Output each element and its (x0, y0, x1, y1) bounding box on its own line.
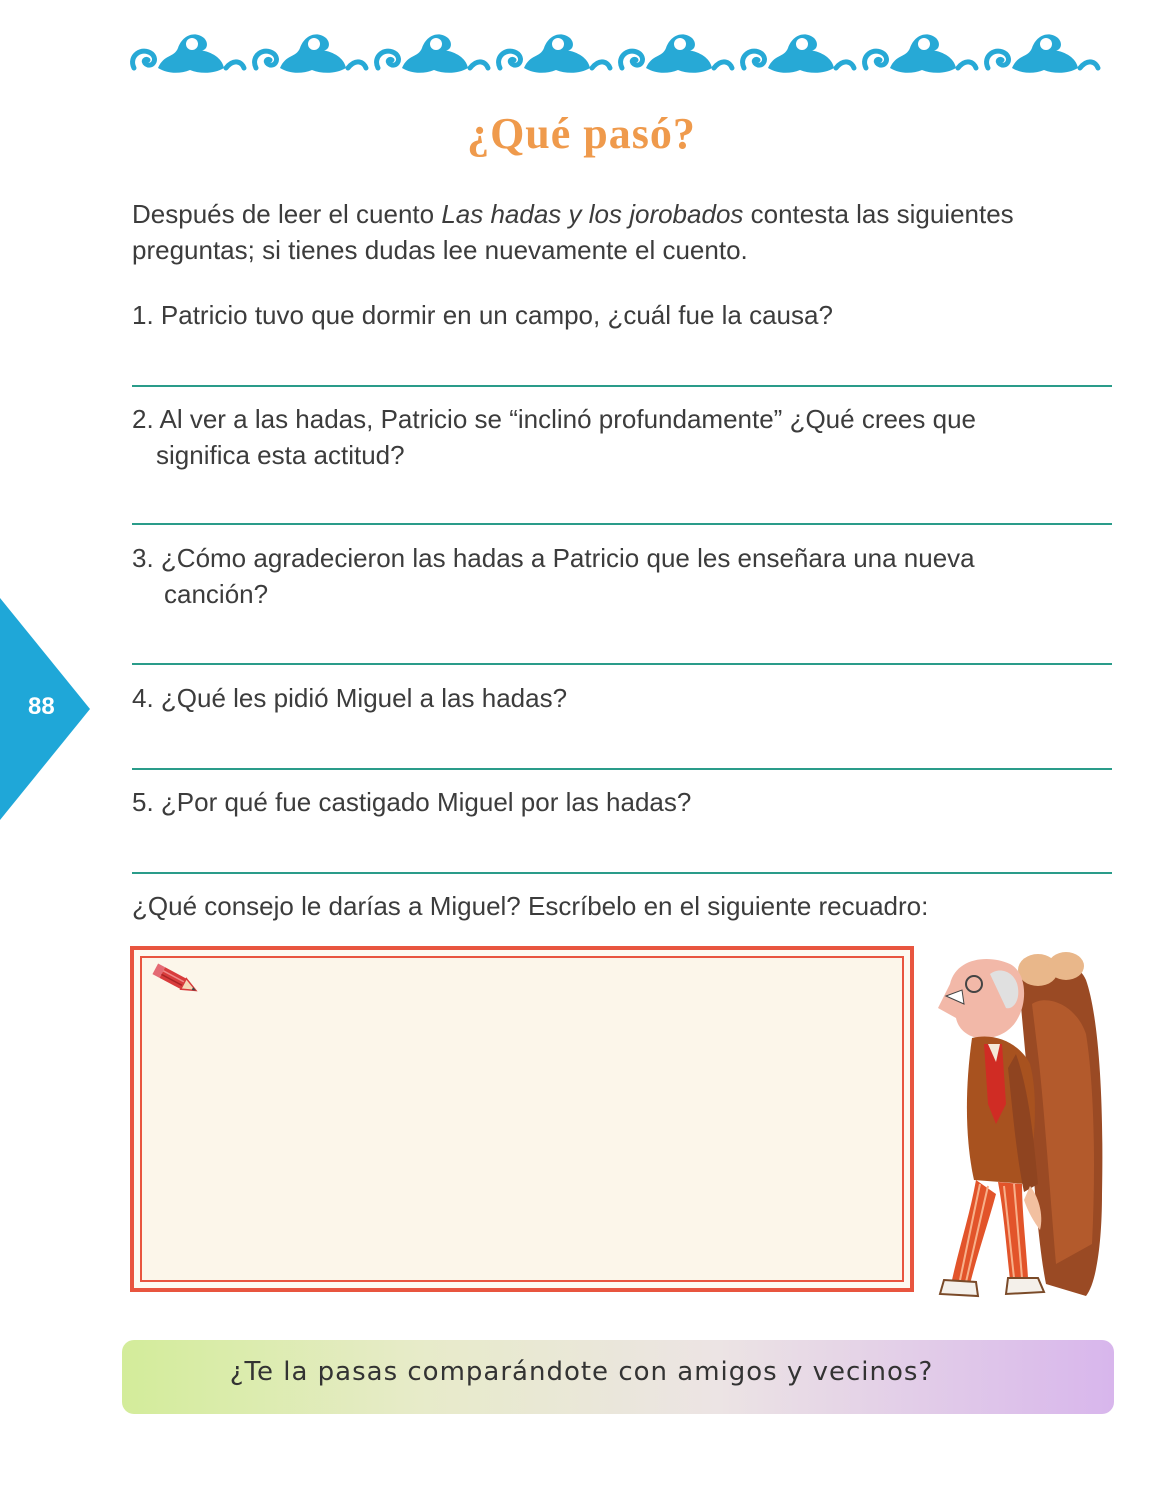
answer-line-4[interactable] (132, 768, 1112, 770)
story-title: Las hadas y los jorobados (441, 199, 744, 229)
page-title: ¿Qué pasó? (467, 109, 696, 158)
advice-box-inner (140, 956, 904, 1282)
answer-line-5[interactable] (132, 872, 1112, 874)
miguel-illustration (926, 944, 1116, 1316)
footer-question: ¿Te la pasas comparándote con amigos y vecinos? (229, 1357, 934, 1387)
question-2-text-cont: significa esta actitud? (156, 440, 405, 470)
pencil-icon (150, 962, 202, 1000)
answer-line-1[interactable] (132, 385, 1112, 387)
question-5 (132, 784, 1117, 820)
intro-text-before: Después de leer el cuento (132, 199, 442, 229)
question-3-text-cont: canción? (164, 579, 269, 609)
page-number: 88 (28, 693, 55, 720)
advice-prompt: ¿Qué consejo le darías a Miguel? Escríbelo en el siguiente recuadro: (132, 891, 929, 921)
question-2-text: 2. Al ver a las hadas, Patricio se “inclinó profundamente” ¿Qué crees que (132, 404, 976, 434)
answer-line-3[interactable] (132, 663, 1112, 665)
intro-paragraph (132, 196, 1117, 268)
answer-line-2[interactable] (132, 523, 1112, 525)
question-2 (132, 401, 1117, 473)
advice-answer-box[interactable] (130, 946, 914, 1292)
question-4 (132, 680, 1117, 716)
intro-text-after: contesta las siguientes preguntas; si tienes dudas lee nuevamente el cuento. (132, 199, 1014, 265)
question-4-text: 4. ¿Qué les pidió Miguel a las hadas? (132, 683, 568, 713)
question-1-text: 1. Patricio tuvo que dormir en un campo, ¿cuál fue la causa? (132, 300, 833, 330)
question-5-text: 5. ¿Por qué fue castigado Miguel por las hadas? (132, 787, 692, 817)
scroll-ornament-icon (128, 18, 1113, 90)
question-1 (132, 297, 1117, 333)
question-3-text: 3. ¿Cómo agradecieron las hadas a Patricio que les enseñara una nueva (132, 543, 975, 573)
question-3 (132, 540, 1117, 612)
